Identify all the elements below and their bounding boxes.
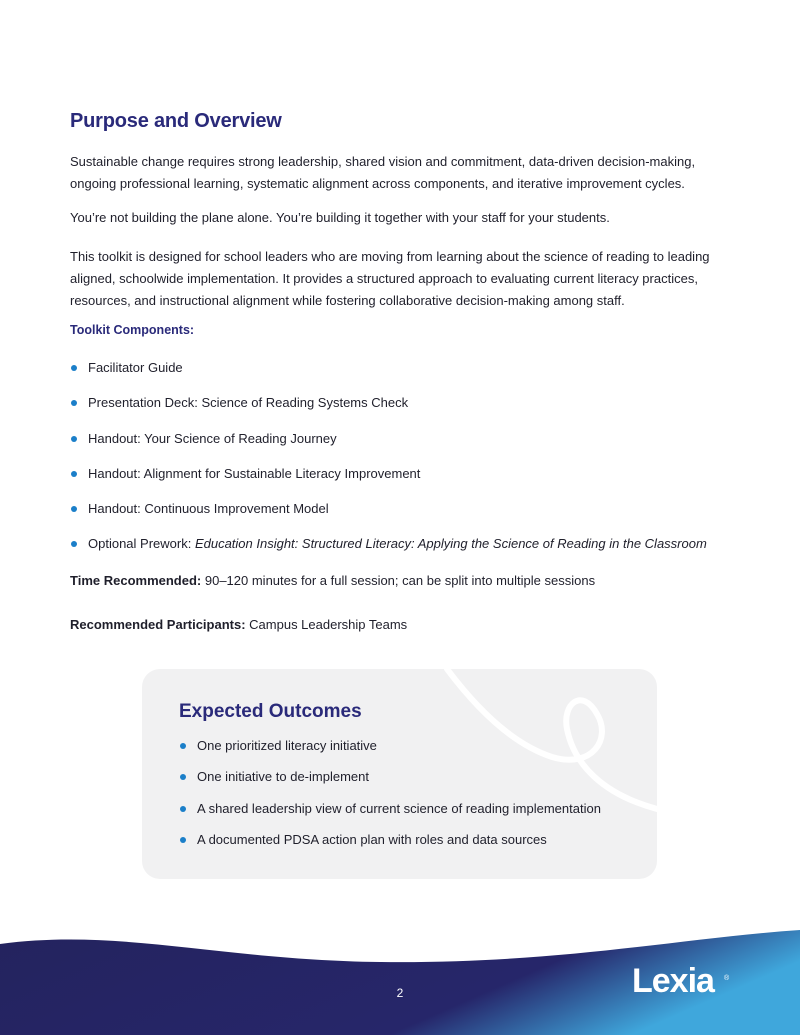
expected-outcomes-card bbox=[142, 669, 657, 879]
intro-paragraph: Sustainable change requires strong leadership, shared vision and commitment, data-driven decision-making, ongoing professional learning, systematic alignment across components, and iterative improvement cycles. bbox=[70, 154, 696, 191]
lexia-logo: Lexia bbox=[632, 962, 714, 1000]
bullet-icon bbox=[71, 436, 77, 442]
registered-mark: ® bbox=[724, 975, 730, 982]
list-item: One initiative to de-implement bbox=[179, 766, 601, 797]
page-number: 2 bbox=[396, 986, 404, 1000]
page-title: Purpose and Overview bbox=[70, 110, 282, 132]
list-item: One prioritized literacy initiative bbox=[179, 735, 601, 766]
components-title: Toolkit Components: bbox=[70, 323, 195, 337]
list-item-prework: Optional Prework: Education Insight: Structured Literacy: Applying the Science of Reading in the Classroom bbox=[70, 533, 707, 568]
bullet-icon bbox=[71, 400, 77, 406]
bullet-icon bbox=[71, 471, 77, 477]
bullet-icon bbox=[180, 806, 186, 812]
bullet-icon bbox=[71, 365, 77, 371]
list-item: Facilitator Guide bbox=[70, 357, 707, 392]
bullet-icon bbox=[71, 541, 77, 547]
list-item: Handout: Continuous Improvement Model bbox=[70, 498, 707, 533]
bullet-icon bbox=[180, 774, 186, 780]
bullet-icon bbox=[180, 837, 186, 843]
bullet-icon bbox=[180, 743, 186, 749]
toolkit-paragraph: This toolkit is designed for school leaders who are moving from learning about the science of reading to leading aligned, schoolwide implementation. It provides a structured approach to evaluating current literacy practices, resources, and instructional alignment while fostering collaborative decision-making among staff. bbox=[70, 249, 710, 308]
list-item: Handout: Your Science of Reading Journey bbox=[70, 428, 707, 463]
plane-paragraph: You’re not building the plane alone. You’re building it together with your staff for your students. bbox=[70, 210, 610, 225]
recommended-participants: Recommended Participants: Campus Leadership Teams bbox=[70, 617, 408, 632]
bullet-icon bbox=[71, 506, 77, 512]
list-item: Handout: Alignment for Sustainable Literacy Improvement bbox=[70, 463, 707, 498]
outcomes-title: Expected Outcomes bbox=[179, 701, 362, 722]
prework-title: Education Insight: Structured Literacy: Applying the Science of Reading in the Classroom bbox=[194, 536, 707, 552]
time-recommended: Time Recommended: 90–120 minutes for a full session; can be split into multiple sessions bbox=[70, 573, 596, 588]
outcomes-list bbox=[179, 735, 601, 860]
main-content bbox=[70, 110, 730, 632]
list-item: Presentation Deck: Science of Reading Systems Check bbox=[70, 392, 707, 427]
list-item: A documented PDSA action plan with roles and data sources bbox=[179, 829, 601, 860]
components-list bbox=[70, 357, 707, 569]
list-item: A shared leadership view of current science of reading implementation bbox=[179, 798, 601, 829]
